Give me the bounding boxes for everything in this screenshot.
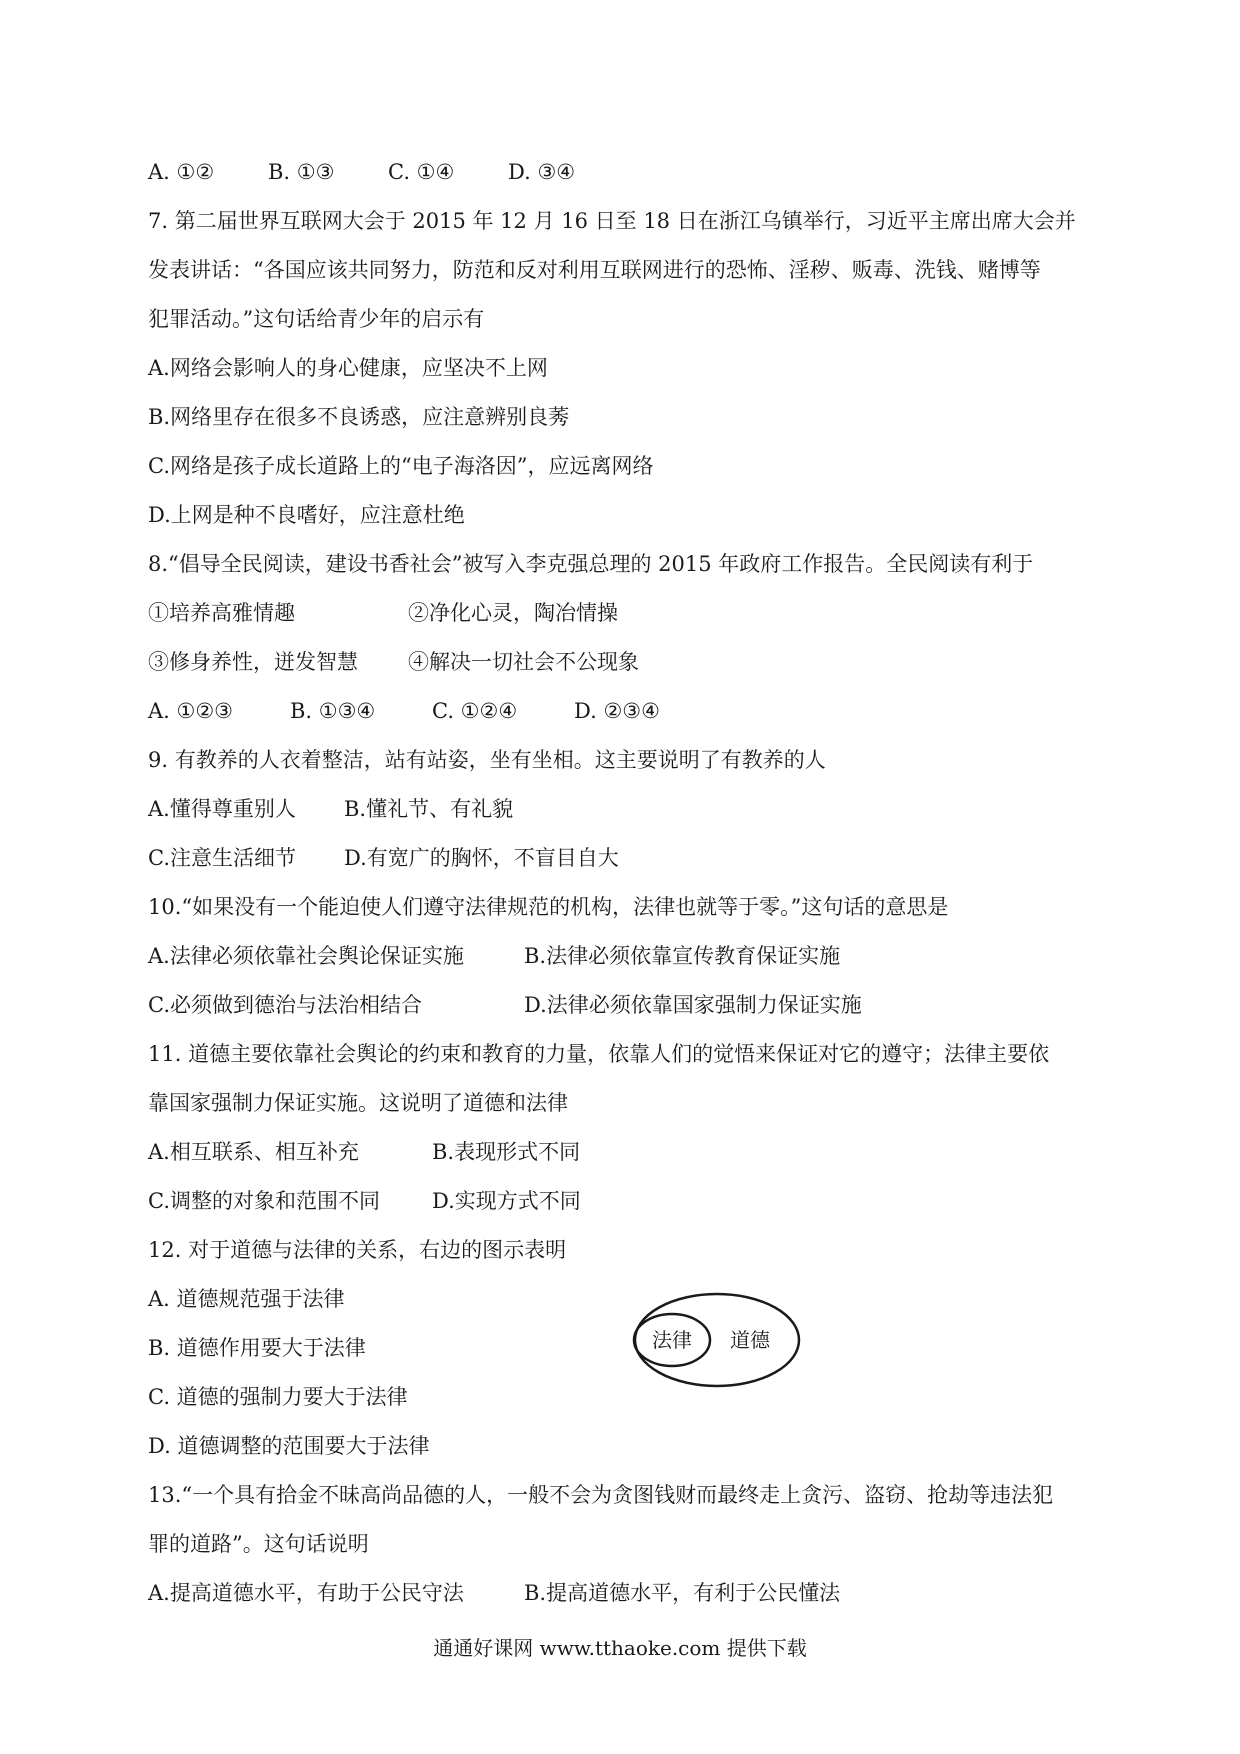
- q7-option-c: C.网络是孩子成长道路上的“电子海洛因”，应远离网络: [148, 454, 654, 478]
- q6-option-b: B. ①③: [268, 160, 335, 184]
- q9-option-d: D.有宽广的胸怀，不盲目自大: [344, 846, 619, 870]
- q13-stem-line-2: 罪的道路”。这句话说明: [148, 1532, 369, 1556]
- q7-stem-line-3: 犯罪活动。”这句话给青少年的启示有: [148, 307, 485, 331]
- q11-option-b: B.表现形式不同: [432, 1140, 581, 1164]
- q10-option-a: A.法律必须依靠社会舆论保证实施: [148, 944, 464, 968]
- q9-option-b: B.懂礼节、有礼貌: [344, 797, 514, 821]
- q10-option-d: D.法律必须依靠国家强制力保证实施: [524, 993, 862, 1017]
- q12-option-d: D. 道德调整的范围要大于法律: [148, 1434, 430, 1458]
- q7-stem-line-1: 7. 第二届世界互联网大会于 2015 年 12 月 16 日至 18 日在浙江乌镇举行，习近平主席出席大会并: [148, 209, 1076, 233]
- q13-option-b: B.提高道德水平，有利于公民懂法: [524, 1581, 841, 1605]
- q8-item-2: ②净化心灵，陶冶情操: [408, 601, 618, 625]
- q10-option-b: B.法律必须依靠宣传教育保证实施: [524, 944, 841, 968]
- q8-option-b: B. ①③④: [290, 699, 376, 723]
- q11-option-a: A.相互联系、相互补充: [148, 1140, 359, 1164]
- q12-option-a: A. 道德规范强于法律: [148, 1287, 345, 1311]
- q9-option-a: A.懂得尊重别人: [148, 797, 296, 821]
- q6-option-c: C. ①④: [388, 160, 455, 184]
- q11-option-d: D.实现方式不同: [432, 1189, 581, 1213]
- q8-item-1: ①培养高雅情趣: [148, 601, 295, 625]
- q7-option-a: A.网络会影响人的身心健康，应坚决不上网: [148, 356, 548, 380]
- q8-item-3: ③修身养性，迸发智慧: [148, 650, 358, 674]
- q8-stem: 8.“倡导全民阅读，建设书香社会”被写入李克强总理的 2015 年政府工作报告。全民阅读有利于: [148, 552, 1034, 576]
- q6-option-d: D. ③④: [508, 160, 576, 184]
- q7-option-b: B.网络里存在很多不良诱惑，应注意辨别良莠: [148, 405, 570, 429]
- page-footer: 通通好课网 www.tthaoke.com 提供下载: [433, 1636, 807, 1660]
- q7-option-d: D.上网是种不良嗜好，应注意杜绝: [148, 503, 465, 527]
- q11-stem-line-2: 靠国家强制力保证实施。这说明了道德和法律: [148, 1091, 568, 1115]
- q9-option-c: C.注意生活细节: [148, 846, 296, 870]
- q12-option-b: B. 道德作用要大于法律: [148, 1336, 366, 1360]
- q8-option-d: D. ②③④: [574, 699, 660, 723]
- q11-stem-line-1: 11. 道德主要依靠社会舆论的约束和教育的力量，依靠人们的觉悟来保证对它的遵守；法律主要依: [148, 1042, 1050, 1066]
- q12-option-c: C. 道德的强制力要大于法律: [148, 1385, 408, 1409]
- law-label: 法律: [652, 1328, 692, 1352]
- morality-label: 道德: [730, 1328, 770, 1352]
- q8-item-4: ④解决一切社会不公现象: [408, 650, 639, 674]
- q13-option-a: A.提高道德水平，有助于公民守法: [148, 1581, 464, 1605]
- q8-option-c: C. ①②④: [432, 699, 518, 723]
- q11-option-c: C.调整的对象和范围不同: [148, 1189, 380, 1213]
- q10-stem: 10.“如果没有一个能迫使人们遵守法律规范的机构，法律也就等于零。”这句话的意思是: [148, 895, 949, 919]
- q10-option-c: C.必须做到德治与法治相结合: [148, 993, 422, 1017]
- q12-stem: 12. 对于道德与法律的关系，右边的图示表明: [148, 1238, 567, 1262]
- q9-stem: 9. 有教养的人衣着整洁，站有站姿，坐有坐相。这主要说明了有教养的人: [148, 748, 826, 772]
- q7-stem-line-2: 发表讲话：“各国应该共同努力，防范和反对利用互联网进行的恐怖、淫秽、贩毒、洗钱、赌博等: [148, 258, 1041, 282]
- q13-stem-line-1: 13.“一个具有拾金不昧高尚品德的人，一般不会为贪图钱财而最终走上贪污、盗窃、抢劫等违法犯: [148, 1483, 1054, 1507]
- q6-option-a: A. ①②: [148, 160, 215, 184]
- q8-option-a: A. ①②③: [148, 699, 233, 723]
- nested-ellipses-figure: [632, 1290, 802, 1390]
- law-morality-diagram: [632, 1290, 802, 1390]
